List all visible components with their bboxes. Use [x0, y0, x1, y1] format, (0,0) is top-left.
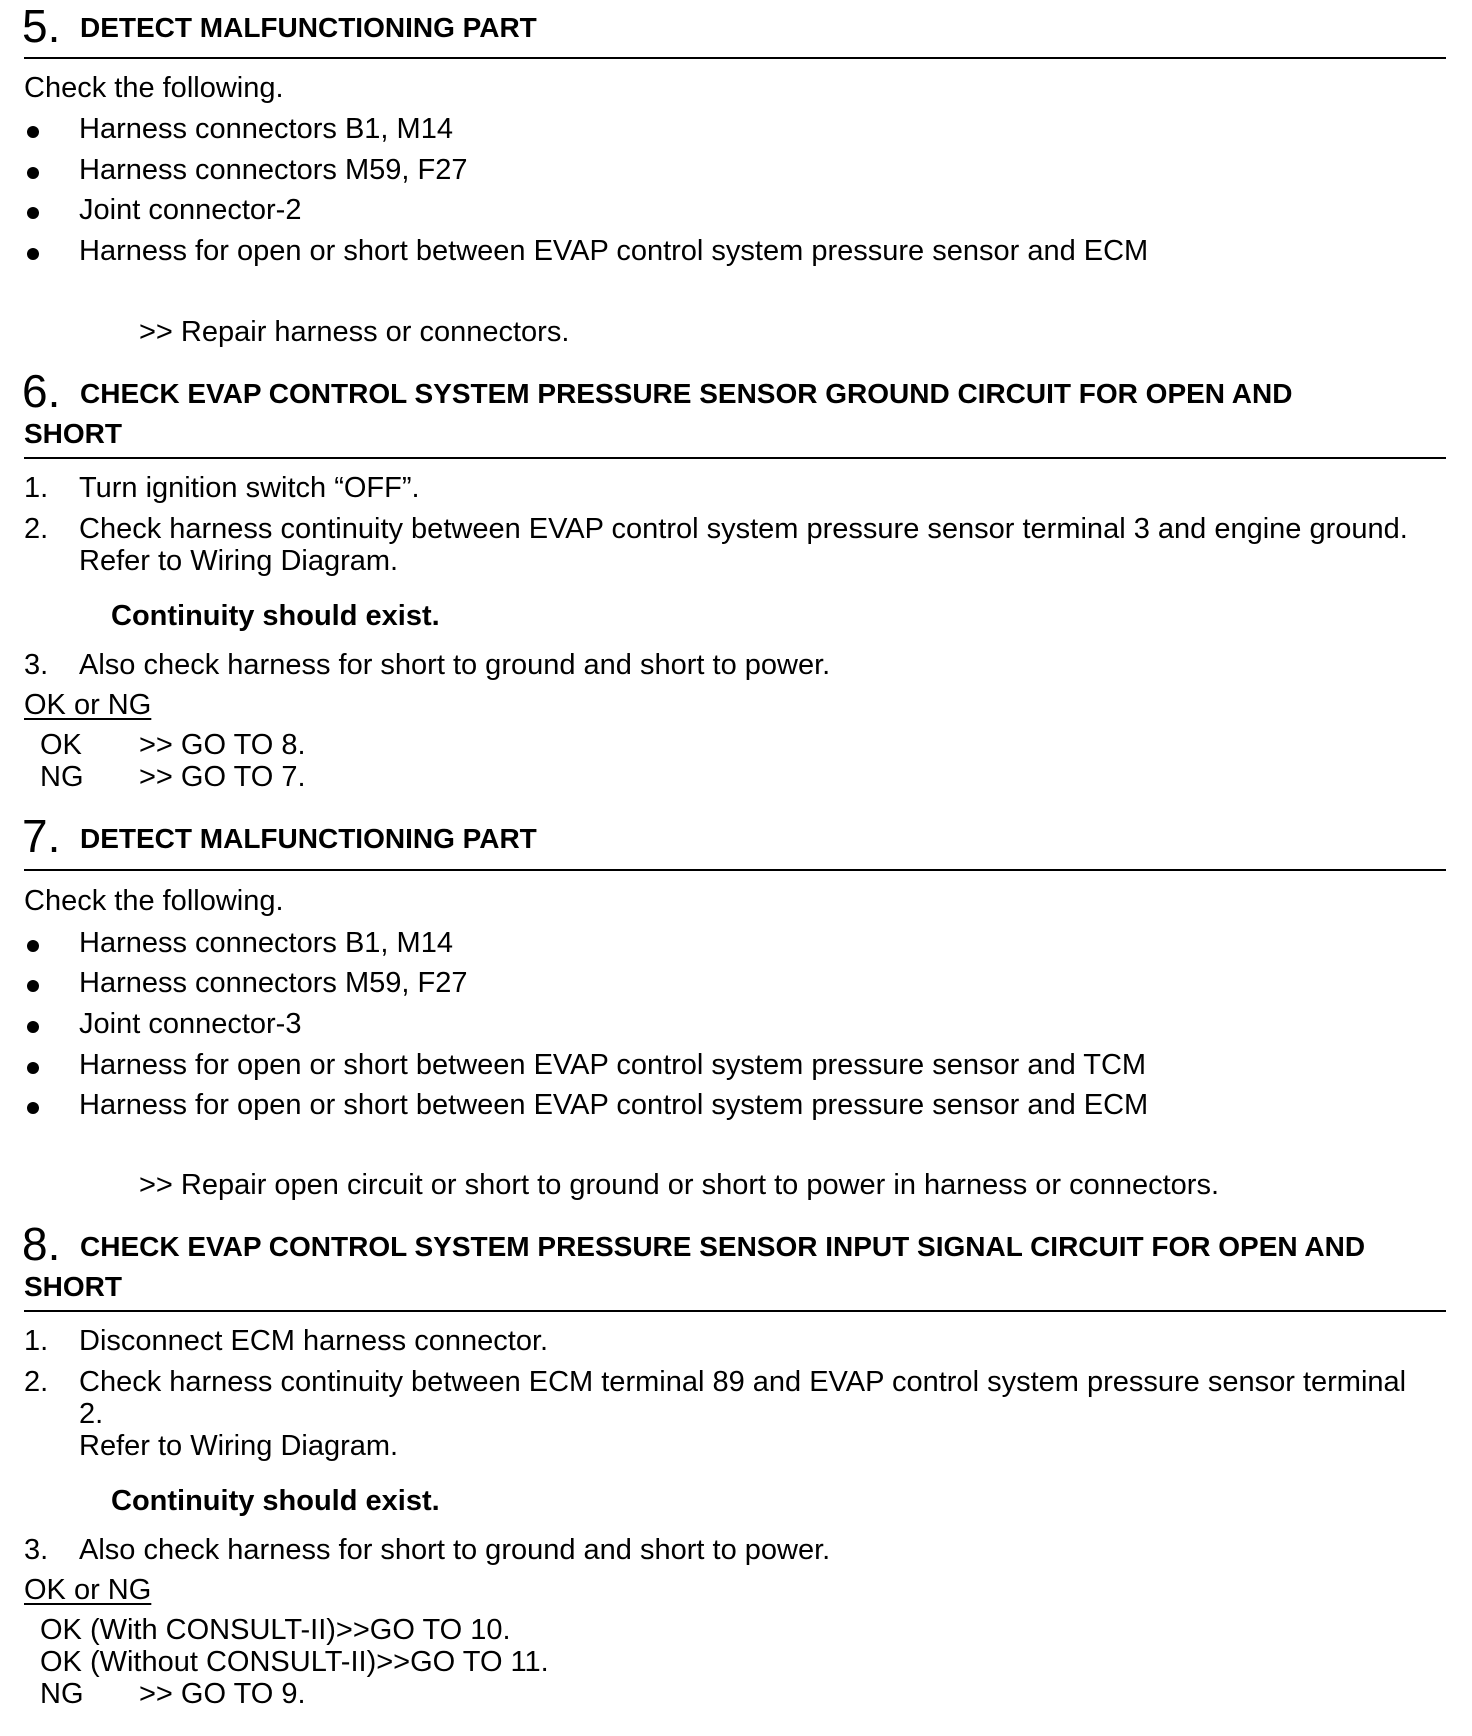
step-7-intro: Check the following. — [24, 885, 284, 917]
step-8-ok-ng-label: OK or NG — [24, 1574, 152, 1606]
bullet-dot — [27, 1102, 39, 1114]
step-7-bullet-4: Harness for open or short between EVAP control system pressure sensor and TCM — [79, 1049, 1147, 1081]
step-6-title-line-1: CHECK EVAP CONTROL SYSTEM PRESSURE SENSOR GROUND CIRCUIT FOR OPEN AND — [80, 378, 1293, 409]
step-8-result-ok-with-consult: OK (With CONSULT-II)>>GO TO 10. — [40, 1614, 511, 1646]
bullet-dot — [27, 940, 39, 952]
step-8-result-ok-without-consult: OK (Without CONSULT-II)>>GO TO 11. — [40, 1646, 549, 1678]
step-5-rule — [24, 57, 1446, 59]
step-5-intro: Check the following. — [24, 72, 284, 104]
step-6-item-3-num: 3. — [24, 649, 49, 681]
step-6-item-2-num: 2. — [24, 513, 49, 545]
step-5-bullet-4: Harness for open or short between EVAP control system pressure sensor and ECM — [79, 235, 1149, 267]
step-6-item-2-line-1: Check harness continuity between EVAP control system pressure sensor terminal 3 and engine ground. — [79, 513, 1408, 545]
bullet-dot — [27, 207, 39, 219]
step-5-number: 5. — [22, 0, 61, 52]
step-6-title-line-2: SHORT — [24, 418, 122, 449]
step-8-item-2-line-1: Check harness continuity between ECM terminal 89 and EVAP control system pressure sensor terminal — [79, 1366, 1407, 1398]
step-5-title: DETECT MALFUNCTIONING PART — [80, 12, 537, 43]
step-6-item-1-num: 1. — [24, 472, 49, 504]
bullet-dot — [27, 1062, 39, 1074]
step-6-ok-ng-label: OK or NG — [24, 689, 152, 721]
step-8-spec: Continuity should exist. — [111, 1485, 440, 1517]
step-6-item-1: Turn ignition switch “OFF”. — [79, 472, 420, 504]
step-8-item-2-line-3: Refer to Wiring Diagram. — [79, 1430, 399, 1462]
step-7-number: 7. — [22, 810, 61, 862]
step-6-rule — [24, 457, 1446, 459]
step-7-title: DETECT MALFUNCTIONING PART — [80, 823, 537, 854]
step-5-bullet-2: Harness connectors M59, F27 — [79, 154, 468, 186]
step-5-bullet-3: Joint connector-2 — [79, 194, 302, 226]
step-8-item-2-num: 2. — [24, 1366, 49, 1398]
step-6-result-ng-action: >> GO TO 7. — [139, 761, 306, 793]
step-8-title-line-1: CHECK EVAP CONTROL SYSTEM PRESSURE SENSOR INPUT SIGNAL CIRCUIT FOR OPEN AND — [80, 1231, 1366, 1262]
bullet-dot — [27, 980, 39, 992]
bullet-dot — [27, 126, 39, 138]
step-8-item-3-num: 3. — [24, 1534, 49, 1566]
step-8-item-2-line-2: 2. — [79, 1398, 104, 1430]
step-6-item-2-line-2: Refer to Wiring Diagram. — [79, 545, 399, 577]
bullet-dot — [27, 248, 39, 260]
step-8-rule — [24, 1310, 1446, 1312]
step-5-result: >> Repair harness or connectors. — [139, 316, 570, 348]
step-6-result-ok-action: >> GO TO 8. — [139, 729, 306, 761]
step-8-title-line-2: SHORT — [24, 1271, 122, 1302]
step-8-item-3: Also check harness for short to ground and short to power. — [79, 1534, 831, 1566]
step-8-result-ng-label: NG — [40, 1678, 84, 1710]
step-8-result-ng-action: >> GO TO 9. — [139, 1678, 306, 1710]
step-6-item-3: Also check harness for short to ground and short to power. — [79, 649, 831, 681]
step-7-bullet-1: Harness connectors B1, M14 — [79, 927, 453, 959]
step-6-number: 6. — [22, 365, 61, 417]
step-7-result: >> Repair open circuit or short to ground or short to power in harness or connectors. — [139, 1169, 1220, 1201]
step-5-bullet-1: Harness connectors B1, M14 — [79, 113, 453, 145]
step-7-bullet-2: Harness connectors M59, F27 — [79, 967, 468, 999]
step-6-spec: Continuity should exist. — [111, 600, 440, 632]
step-6-result-ng-label: NG — [40, 761, 84, 793]
step-7-rule — [24, 869, 1446, 871]
bullet-dot — [27, 1021, 39, 1033]
step-8-number: 8. — [22, 1218, 61, 1270]
step-6-result-ok-label: OK — [40, 729, 82, 761]
step-8-item-1: Disconnect ECM harness connector. — [79, 1325, 549, 1357]
step-7-bullet-3: Joint connector-3 — [79, 1008, 302, 1040]
bullet-dot — [27, 167, 39, 179]
step-7-bullet-5: Harness for open or short between EVAP control system pressure sensor and ECM — [79, 1089, 1149, 1121]
step-8-item-1-num: 1. — [24, 1325, 49, 1357]
